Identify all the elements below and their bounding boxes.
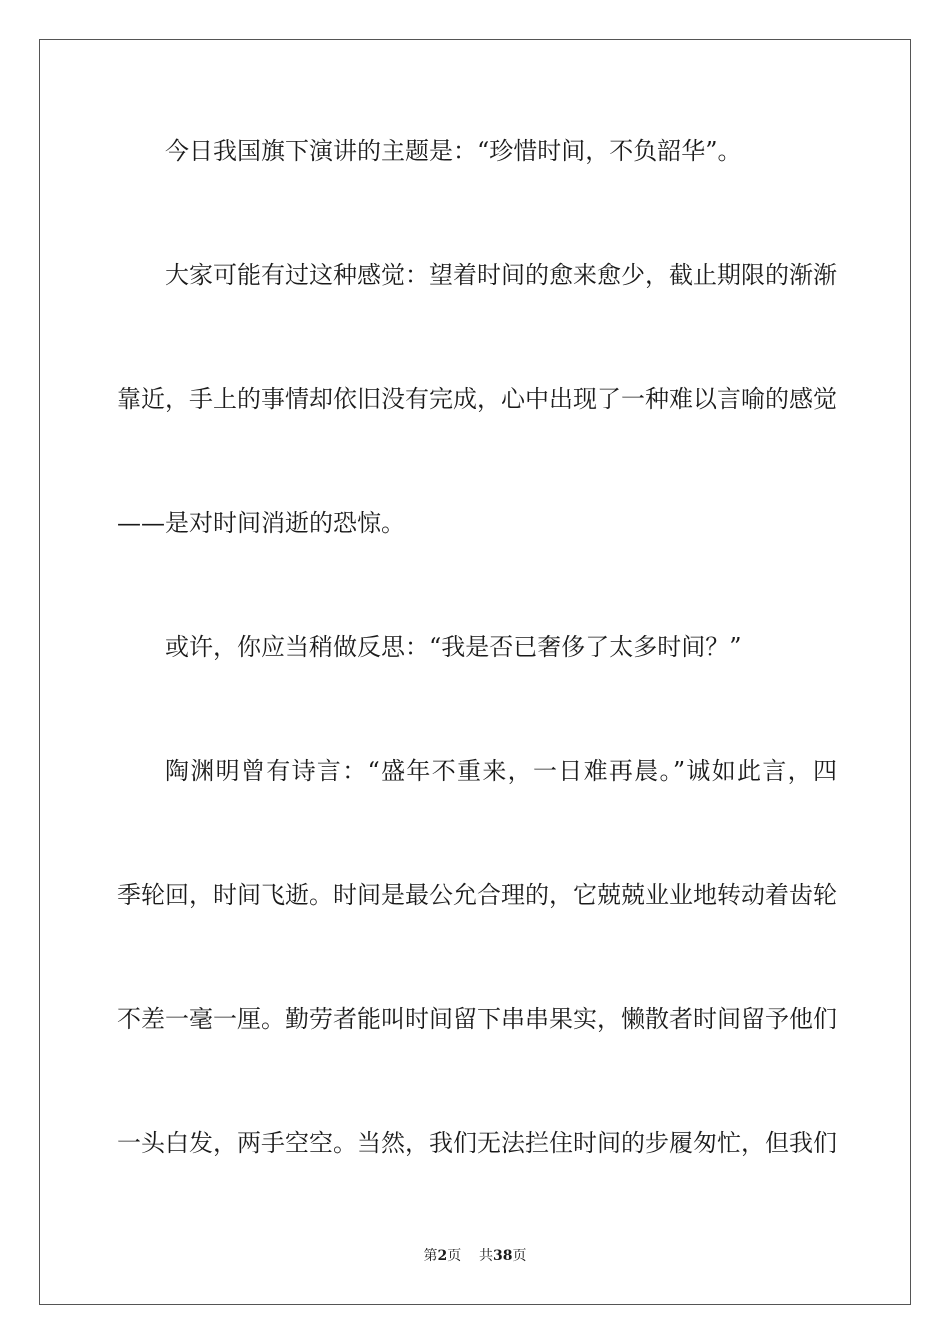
paragraph-line-5: 或许，你应当稍做反思：“我是否已奢侈了太多时间？”	[165, 633, 742, 661]
footer-total-prefix: 共	[479, 1248, 494, 1264]
paragraph-line-3: 靠近，手上的事情却依旧没有完成，心中出现了一种难以言喻的感觉	[117, 385, 837, 413]
page-footer	[0, 1247, 950, 1265]
paragraph-line-8: 不差一毫一厘。勤劳者能叫时间留下串串果实，懒散者时间留予他们	[117, 1005, 837, 1033]
page-border	[39, 39, 911, 1305]
paragraph-line-7: 季轮回，时间飞逝。时间是最公允合理的，它兢兢业业地转动着齿轮	[117, 881, 837, 909]
footer-total-number: 38	[493, 1248, 513, 1264]
paragraph-line-2: 大家可能有过这种感觉：望着时间的愈来愈少，截止期限的渐渐	[165, 261, 837, 289]
footer-page-prefix: 第	[423, 1248, 438, 1264]
footer-page-number: 2	[437, 1248, 448, 1264]
footer-page-suffix: 页	[447, 1248, 462, 1264]
paragraph-line-4: ——是对时间消逝的恐惊。	[117, 509, 405, 537]
paragraph-line-9: 一头白发，两手空空。当然，我们无法拦住时间的步履匆忙，但我们	[117, 1129, 837, 1157]
footer-total-suffix: 页	[512, 1248, 527, 1264]
paragraph-line-1: 今日我国旗下演讲的主题是：“珍惜时间，不负韶华”。	[165, 137, 742, 165]
paragraph-line-6: 陶渊明曾有诗言：“盛年不重来，一日难再晨。”诚如此言，四	[165, 757, 837, 785]
